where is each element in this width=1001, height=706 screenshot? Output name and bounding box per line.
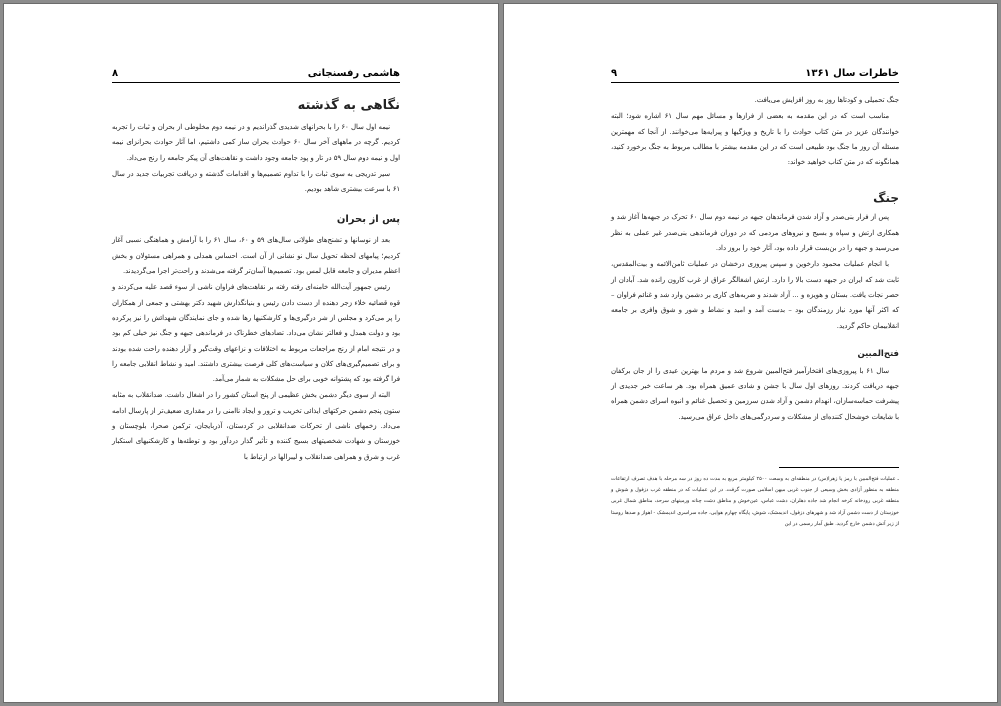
running-title: خاطرات سال ۱۳۶۱ [805,68,899,79]
paragraph: بعد از نوسانها و تشنج‌های طولانی سال‌های ۵۹ و ۶۰، سال ۶۱ را با آرامش و هماهنگی نسبی آغاز کردیم؛ پیامهای لحظه تحویل سال نو نشانی از آن است. احساس همدلی و همراهی مسئولان و بخش اعظم مدیران و جامعه قابل لمس بود. تصمیم‌ها آسان‌تر گرفته می‌شدند و راحت‌تر اجرا می‌گردیدند. [112,236,400,276]
paragraph: سیر تدریجی به سوی ثبات را با تداوم تصمیم‌ها و اقدامات گذشته و دریافت تجربیات جدید در سال ۶۱ با سرعت بیشتری شاهد بودیم. [112,169,400,194]
paragraph: با انجام عملیات محمود دارخوین و سپس پیروزی درخشان در عملیات ثامن‌الائمه و بیت‌المقدس، ثابت شد که ایران در جبهه دست بالا را دارد. ارتش اشغالگر عراق از غرب کارون رانده شد. آبادان از حصر نجات یافت. بستان و هویزه و ... آزاد شدند و ضربه‌های کاری بر دشمن وارد شد و غنائم فراوان – که اکثر آنها مورد نیاز رزمندگان بود – بدست آمد و امید و نشاط و شور و شوق وافری بر جامعه انقلابیمان حاکم گردید. [611,260,899,330]
paragraph: نیمه اول سال ۶۰ را با بحرانهای شدیدی گذراندیم و در نیمه دوم مخلوطی از بحران و ثبات را تجربه کردیم. گرچه در ماههای آخر سال ۶۰ حوادث بحران ساز کمی داشتیم، اما آثار حوادث بحرانزای نیمه اول و نیمه دوم سال ۵۹ در تار و پود جامعه وجود داشت و نقاهت‌های آن پیکر جامعه را رنج می‌داد. [112,123,400,162]
page-number: ۹ [611,68,618,79]
paragraph: مناسب است که در این مقدمه به بعضی از فرازها و مسائل مهم سال ۶۱ اشاره شود؛ البته خوانندگان عزیز در متن کتاب حوادث را با تاریخ و ویژگیها و پیرایه‌ها می‌خوانند. از آنجا که مهمترین مسئله آن روز ما جنگ بود طبیعی است که در این مقدمه بیشتر با مطالب مربوط به جنگ برخورد کنید، همانگونه که در متن کتاب خواهید خواند: [611,112,899,167]
paragraph: پس از فرار بنی‌صدر و آزاد شدن فرماندهان جبهه در نیمه دوم سال ۶۰ تحرک در جبهه‌ها آغاز شد و همکاری ارتش و سپاه و بسیج و نیروهای مردمی که در دوران فرماندهی بنی‌صدر غیر عملی به نظر می‌رسید و جبهه را در بن‌بست قرار داده بود، آثار خود را بروز داد. [611,213,899,253]
paragraph: سال ۶۱ با پیروزی‌های افتخارآمیز فتح‌المبین شروع شد و مردم ما بهترین عیدی را از جان برکفان جبهه دریافت کردند. روزهای اول سال با جشن و شادی عمیق همراه بود. هر ساعت خبر جدیدی از پیشرفت حماسه‌سازان، انهدام دشمن و آزاد شدن سرزمین و تحصیل غنائم و انبوه اسرای دشمن همراه با شایعات خوشحال کننده‌ای از مشکلات و سردرگمی‌های داخل عراق می‌رسید. [611,366,899,421]
page-number: ۸ [112,68,119,79]
paragraph: رئیس جمهور آیت‌الله خامنه‌ای رفته رفته بر نقاهت‌های فراوان ناشی از سوء قصد علیه می‌کردند و قوه قضائیه خلاء زجر دهنده از دست دادن رئیس و بنیانگذارش شهید دکتر بهشتی و جمعی از همکاران را پر می‌کرد و مجلس از شر درگیری‌ها و کارشکنیها رها شده و جای نمایندگان شهدائش را نیز پرکرده بود و دولت همدل و فعالتر نشان می‌داد. تضادهای خطرناک در فرماندهی جبهه و جنگ نیز خیلی کم بود و در نتیجه امام از رنج مراجعات مربوط به اختلافات و نزاعهای وقت‌گیر و آزار دهنده راحت شده بودند و برای تصمیم‌گیری‌های کلان و سیاست‌های کلی فرصت بیشتری داشتند. امید و نشاط انقلابی جامعه را فرا گرفته بود که پشتوانه خوبی برای حل مشکلات به شمار می‌آمد. [112,283,400,384]
footnote-separator [779,467,899,468]
right-page [503,3,998,703]
running-title: هاشمی رفسنجانی [307,68,400,79]
section-heading: جنگ [873,191,899,206]
page-header [112,66,400,83]
page-body [112,94,400,466]
subsection-heading: فتح‌المبین [857,348,899,359]
subsection-heading: پس از بحران [336,214,400,226]
footnote: ـ عملیات فتح‌المبین با رمز یا زهرا(س) در منطقه‌ای به وسعت ۲۵۰۰ کیلومتر مربع به مدت ده روز در سه مرحله با هدف تصرف ارتفاعات منطقه به منظور آزادی بخش وسیعی از جنوب غربی میهن اسلامی صورت گرفت. در این عملیات که در منطقه غرب دزفول و شوش و منطقه غربی رودخانه کرخه انجام شد جاده دهلران، دشت عباس، عین‌خوش و مناطق دشت چنانه ورمینهای سرحد، مناطق شمال غربی خوزستان از دست دشمن آزاد شد و شهرهای دزفول، اندیمشک، شوش، پایگاه چهارم هوایی، جاده سراسری اندیمشک - اهواز و صدها روستا از زیر آتش دشمن خارج گردید. طبق آمار رسمی در این [611,476,900,527]
paragraph: البته از سوی دیگر دشمن بخش عظیمی از پنج استان کشور را در اشغال داشت. ضدانقلاب به مثابه ستون پنجم دشمن حرکتهای ایذائی تخریب و ترور و ایجاد ناامنی را در مقداری ضعیف‌تر از پارسال ادامه می‌داد. زخمهای ناشی از تحرکات ضدانقلابی در کردستان، آذربایجان، ترکمن صحرا، بلوچستان و خوزستان و شهادت شخصیتهای بسیج کننده و تأثیر گذار دردآور بود و توطئه‌ها و کارشکنیهای استکبار غرب و شرق و همراهی ضدانقلاب و لیبرالها در ارتباط با [112,391,400,461]
left-page [3,3,499,703]
section-heading: نگاهی به گذشته [297,98,400,113]
page-body [611,93,899,426]
page-header [611,66,899,83]
paragraph: جنگ تحمیلی و کودتاها روز به روز افزایش می‌یافت. [754,96,899,104]
